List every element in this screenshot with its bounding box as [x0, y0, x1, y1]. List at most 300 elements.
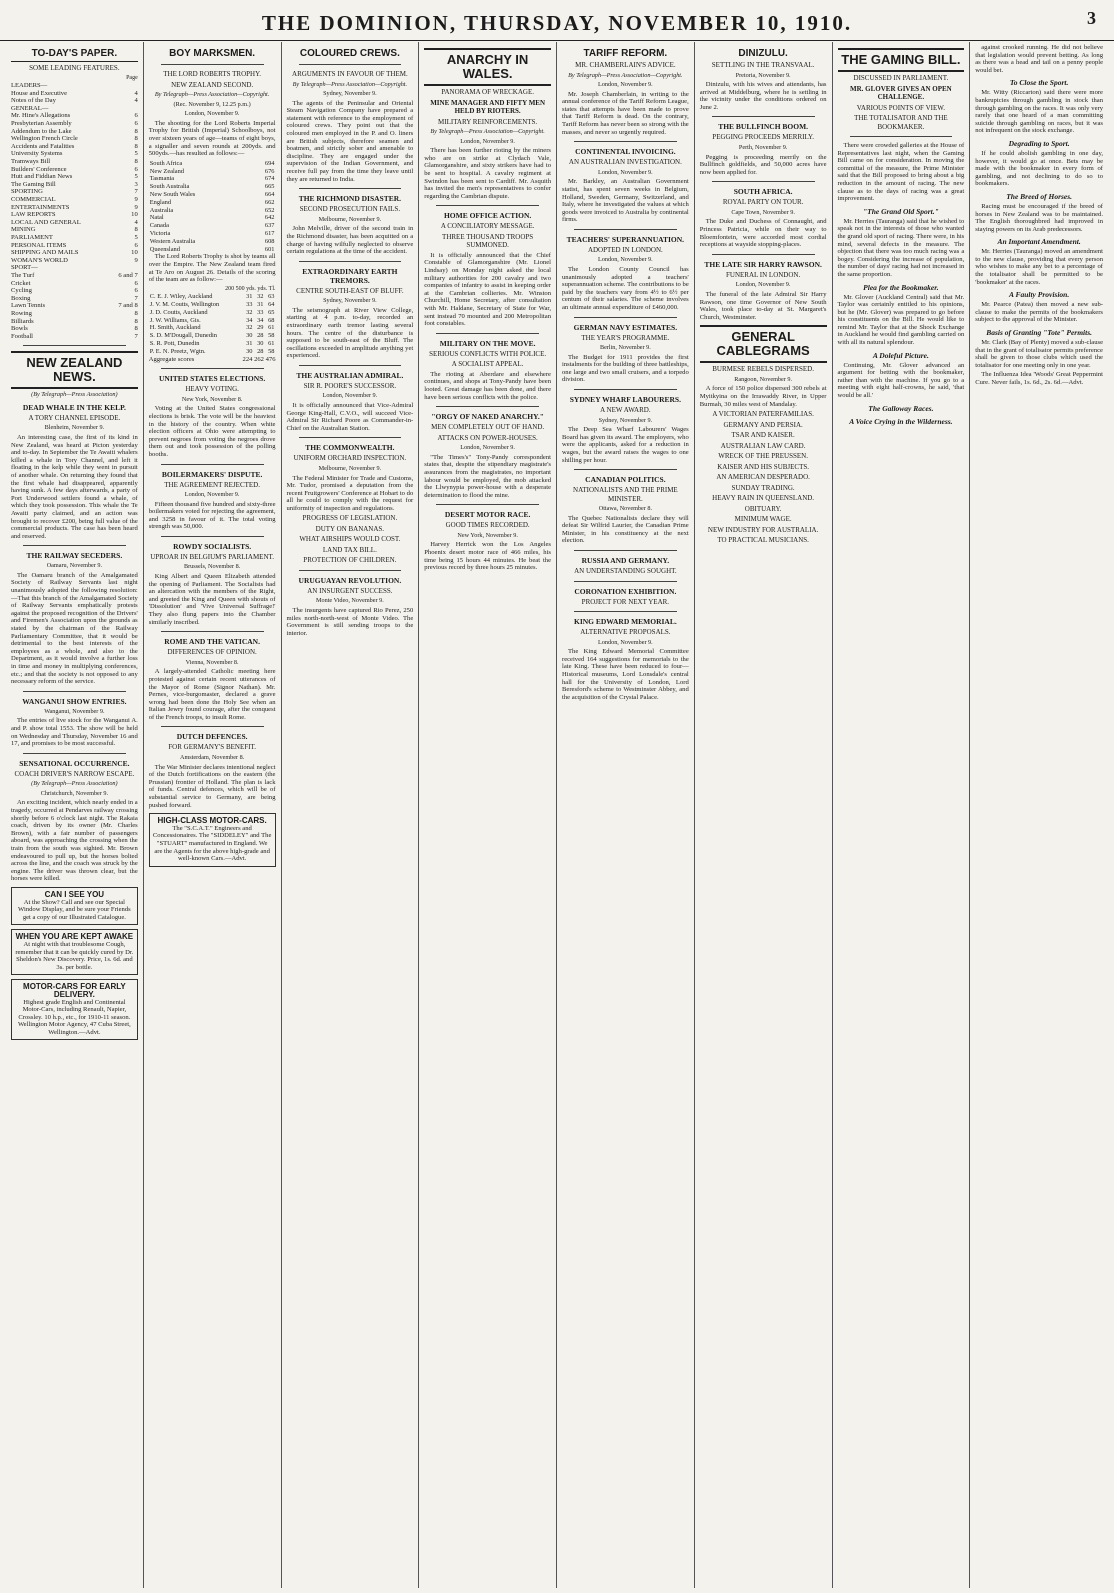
score-500: 30 — [257, 340, 264, 348]
article-body: King Albert and Queen Elizabeth attended the opening of Parliament. The Socialists had an altercation with the members of the Right, and greeted the King and Queen with shouts of 'Dissolution' and 'Vive Universal Suffrage!' They also flung papers into the Chamber similarly inscribed. — [148, 573, 276, 626]
contents-label: Cycling — [11, 287, 32, 295]
contents-page: 6 — [134, 165, 138, 173]
contents-page: 7 — [134, 188, 138, 196]
contents-label: PERSONAL ITEMS — [11, 241, 67, 249]
article-subheading: A NEW AWARD. — [600, 406, 651, 415]
contents-page: 8 — [134, 226, 138, 234]
contents-label: Bowls — [11, 325, 28, 333]
dateline: Oamaru, November 9. — [46, 562, 103, 570]
article-subheading: A VICTORIAN PATERFAMILIAS. — [712, 410, 814, 419]
contents-label: House and Executive — [11, 89, 68, 97]
article-body: against crooked running. He did not believe that legislation would prevent betting. As long as there was a head and tail on a penny people would bet. — [975, 44, 1103, 74]
contents-page: 8 — [134, 309, 138, 317]
contents-label: ENTERTAINMENTS — [11, 203, 70, 211]
article-subheading: TSAR AND KAISER. — [731, 431, 795, 440]
score-200: 32 — [246, 308, 253, 316]
team-scores-table — [149, 293, 276, 355]
article-subheading: MINIMUM WAGE. — [734, 515, 792, 524]
section-heading: Degrading to Sport. — [1008, 138, 1070, 148]
team-name: Western Australia — [149, 237, 196, 245]
contents-label: Football — [11, 332, 33, 340]
table-row — [149, 293, 276, 301]
contents-page: 6 — [134, 279, 138, 287]
contents-label: WOMAN'S WORLD — [11, 256, 68, 264]
dateline: Ottawa, November 8. — [598, 505, 652, 513]
section-heading: The Breed of Horses. — [1006, 191, 1073, 201]
article-subheading: SETTLING IN THE TRANSVAAL. — [711, 61, 815, 69]
article-heading: ROME AND THE VATICAN. — [164, 637, 260, 647]
article-subheading: MEN COMPLETELY OUT OF HAND. — [431, 423, 545, 432]
table-row — [149, 199, 276, 207]
article-subheading: TO PRACTICAL MUSICIANS. — [717, 536, 809, 545]
article-subheading: PEGGING PROCEEDS MERRILY. — [712, 133, 814, 142]
newspaper-columns — [6, 42, 1108, 1588]
article-subheading: MINE MANAGER AND FIFTY MEN HELD BY RIOTERS. — [430, 98, 546, 115]
article-heading: ROWDY SOCIALISTS. — [173, 541, 252, 551]
column-5 — [557, 42, 695, 1588]
article-heading: URUGUAYAN REVOLUTION. — [298, 575, 402, 585]
contents-label: Accidents and Fatalities — [11, 142, 75, 150]
article-body: Mr. Witty (Riccarton) said there were more bankruptcies through gambling in stock than through gambling on the races. It was only very rarely that one heard of a man committing suicide through gambling on races, but it was not infrequent on the stock exchange. — [975, 89, 1103, 135]
contents-item — [11, 310, 138, 318]
page-label: Page — [126, 74, 138, 81]
dateline: London, November 9. — [598, 81, 653, 89]
article-heading: SENSATIONAL OCCURRENCE. — [19, 758, 130, 768]
article-body: An interesting case, the first of its kind in New Zealand, was heard at Picton yesterday and to-day. In September the Te Awaiti whalers killed a whale in Tory Channel, and left it floating in the kelp while they went in pursuit of another whale. On returning they found that the first whale had disappeared, apparently having sunk. A few days afterwards, a party of Port Underwood settlers found a whale, of which they took possession. This whale the Te Awaiti party claimed, and an action was brought to recover £200, being full value of the commercial products. The case has been heard and reserved. — [11, 433, 138, 540]
aggregate-value: 224 262 476 — [242, 355, 276, 363]
team-score: 665 — [264, 183, 275, 191]
contents-item — [11, 318, 138, 326]
contents-page: 9 — [134, 196, 138, 203]
contents-label: Hutt and Fiddian News — [11, 173, 73, 181]
ad-heading: MOTOR-CARS FOR EARLY DELIVERY. — [23, 982, 126, 999]
article-subheading: NEW ZEALAND SECOND. — [171, 80, 254, 89]
section-heading: The Galloway Races. — [868, 403, 934, 413]
cablegrams-heading: GENERAL CABLEGRAMS — [700, 325, 827, 363]
article-subheading: AN UNDERSTANDING SOUGHT. — [574, 567, 677, 576]
article-heading: THE AUSTRALIAN ADMIRAL. — [296, 370, 404, 380]
contents-label: Boxing — [11, 294, 31, 302]
contents-page: 8 — [134, 325, 138, 333]
todays-paper-heading: TO-DAY'S PAPER. — [11, 48, 138, 62]
article-heading: SOUTH AFRICA. — [733, 187, 793, 197]
team-score: 694 — [264, 159, 275, 167]
contents-item — [11, 325, 138, 333]
shooter-name: S. R. Pott, Dunedin — [149, 340, 200, 348]
contents-label: MINING — [11, 226, 36, 234]
article-subheading: WHAT AIRSHIPS WOULD COST. — [299, 535, 401, 544]
contents-label: GENERAL— — [11, 104, 49, 112]
article-body: An exciting incident, which nearly ended in a tragedy, occurred at Pendarves railway crossing shortly before 6 o'clock last night. The Rakaia coach, driven by its owner (Mr. Charles Brown), with a fair number of passengers aboard, was approaching the crossing when the train from the south was sighted. Mr. Brown endeavoured to pull up, but the horses bolted across the line, and the coach was struck by the engine. The driver was thrown clear, but the horses were killed. — [11, 799, 138, 883]
shooter-name: J. W. Williams, Gis. — [149, 316, 201, 324]
contents-item — [11, 105, 138, 113]
dateline: Perth, November 9. — [738, 143, 788, 151]
contents-item — [11, 333, 138, 341]
table-row — [149, 309, 276, 317]
article-subheading: VARIOUS POINTS OF VIEW. — [856, 103, 945, 112]
section-heading: Plea for the Bookmaker. — [863, 282, 939, 292]
article-body: John Melville, driver of the second train in the Richmond disaster, has been acquitted on a charge of having wilfully neglected to observe certain regulations at the time of the accident. — [286, 225, 414, 256]
contents-item — [11, 234, 138, 242]
dateline: London, November 9. — [598, 256, 653, 264]
team-name: Australia — [149, 206, 174, 214]
article-subheading: THE AGREEMENT REJECTED. — [164, 480, 260, 489]
article-body: Mr. Herries (Tauranga) moved an amendment to the new clause, providing that every person who wishes to make any bet to a percentage of the totalisator shall be permitted to be 'bookmaker' at the races. — [975, 248, 1103, 286]
contents-list — [11, 82, 138, 340]
article-body: A largely-attended Catholic meeting here protested against certain recent utterances of the Mayor of Rome (Signor Nathan). Mr. Pernes, vice-burgomaster, declared a grave wrong had been done the Holy See when an Italian Jewry found courage, after the conquest of the French troops, to insult Rome. — [148, 668, 276, 721]
contents-label: University Systems — [11, 150, 63, 158]
contents-item — [11, 188, 138, 196]
article-heading: GERMAN NAVY ESTIMATES. — [573, 322, 678, 332]
table-row — [149, 246, 276, 254]
article-subheading: SECOND PROSECUTION FAILS. — [299, 205, 401, 214]
contents-item — [11, 135, 138, 143]
article-heading: MILITARY ON THE MOVE. — [439, 338, 536, 348]
contents-page: 7 — [134, 294, 138, 302]
article-heading: ANARCHY IN WALES. — [424, 48, 551, 86]
table-row — [149, 230, 276, 238]
contents-item — [11, 264, 138, 272]
dateline: Sydney, November 9. — [323, 90, 377, 98]
article-heading: "ORGY OF NAKED ANARCHY." — [431, 412, 544, 422]
contents-item — [11, 257, 138, 265]
contents-item — [11, 181, 138, 189]
article-subheading: THE LORD ROBERTS TROPHY. — [163, 70, 261, 78]
article-subheading: ADOPTED IN LONDON. — [587, 245, 663, 254]
contents-item — [11, 280, 138, 288]
received-line: (Rec. November 9, 12.25 p.m.) — [173, 100, 251, 108]
article-body: Dinizulu, with his wives and attendants, has arrived at Middelburg, where he is settling in the vicinity under the conditions ordered on June 2. — [699, 81, 827, 111]
article-subheading: LAND TAX BILL. — [322, 545, 377, 554]
shooter-name: J. D. Coutts, Auckland — [149, 308, 208, 316]
score-total: 64 — [268, 301, 275, 309]
dateline: Melbourne, November 9. — [318, 464, 382, 472]
shooter-name: P. E. N. Preetz, Wgtn. — [149, 347, 206, 355]
team-score: 637 — [264, 222, 275, 230]
results-table — [149, 160, 276, 254]
article-subheading: A CONCILIATORY MESSAGE. — [440, 222, 535, 231]
article-heading: TEACHERS' SUPERANNUATION. — [566, 234, 685, 244]
contents-label: Wellington French Circle — [11, 135, 78, 143]
article-subheading: COACH DRIVER'S NARROW ESCAPE. — [14, 769, 135, 778]
article-subheading: FUNERAL IN LONDON. — [726, 270, 801, 279]
table-row — [149, 160, 276, 168]
team-name: South Africa — [149, 159, 183, 167]
contents-label: The Turf — [11, 271, 35, 279]
shooter-name: S. D. M'Dougall, Dunedin — [149, 332, 217, 340]
article-heading: BOY MARKSMEN. — [169, 48, 256, 59]
contents-label: Cricket — [11, 279, 31, 287]
contents-label: Builders' Conference — [11, 165, 67, 173]
contents-page: 9 — [134, 203, 138, 211]
contents-label: SHIPPING AND MAILS — [11, 249, 79, 257]
dateline: Cape Town, November 9. — [731, 208, 795, 216]
score-200: 34 — [246, 316, 253, 324]
score-500: 32 — [257, 293, 264, 301]
column-7 — [833, 42, 971, 1588]
article-heading: DINIZULU. — [738, 48, 788, 59]
team-name: Tasmania — [149, 175, 175, 183]
score-200: 30 — [246, 332, 253, 340]
contents-label: Presbyterian Assembly — [11, 120, 72, 128]
table-row — [149, 324, 276, 332]
article-subheading: NATIONALISTS AND THE PRIME MINISTER. — [573, 486, 678, 503]
ad-text: At the Show? Call and see our Special Window Display, and be sure your Friends get a copy of our Illustrated Catalogue. — [18, 898, 131, 921]
score-total: 58 — [268, 332, 275, 340]
contents-label: PARLIAMENT — [11, 233, 53, 241]
contents-page: 6 — [134, 120, 138, 128]
ad-text: The "S.C.A.T." Engineers and Concessionaires. The "SIDDELEY" and The "STUART" manufactured in England. We are the Agents for the above high-grade and well-known Cars.—Advt. — [152, 824, 272, 863]
contents-label: Addendum to the Lake — [11, 127, 72, 135]
article-body: The Lord Roberts Trophy is shot by teams all over the Empire. The New Zealand team fired at Te Aro on August 26. Details of the scoring of the team are as follow:— — [148, 253, 276, 284]
table-row — [149, 222, 276, 230]
contents-page: 5 — [134, 150, 138, 158]
team-name: New South Wales — [149, 190, 196, 198]
team-score: 652 — [264, 206, 275, 214]
score-500: 34 — [257, 316, 264, 324]
contents-page — [134, 82, 138, 90]
contents-page: 10 — [131, 211, 138, 219]
article-subheading: PROJECT FOR NEXT YEAR. — [581, 597, 670, 606]
contents-label: Mr. Hine's Allegations — [11, 112, 71, 120]
score-total: 65 — [268, 308, 275, 316]
newspaper-title: THE DOMINION, THURSDAY, NOVEMBER 10, 1910. — [261, 11, 853, 35]
contents-item — [11, 204, 138, 212]
article-subheading: THREE THOUSAND TROOPS SUMMONED. — [442, 232, 534, 250]
dateline: London, November 9. — [598, 168, 653, 176]
article-heading: WANGANUI SHOW ENTRIES. — [22, 696, 127, 706]
article-body: The Budget for 1911 provides the first instalments for the building of three battleships, one large and two small cruisers, and a torpedo division. — [562, 353, 689, 384]
article-body: The Deep Sea Wharf Labourers' Wages Board has given its award. The employers, who were the applicants, asked for a reduction in wages, but the award raises the wages to one shilling per hour. — [562, 426, 689, 464]
aggregate-label: Aggregate scores — [148, 355, 195, 363]
score-total: 61 — [268, 340, 275, 348]
team-score: 664 — [264, 190, 275, 198]
column-1 — [6, 42, 144, 1588]
dateline: Berlin, November 9. — [599, 344, 651, 352]
contents-page: 3 — [134, 180, 138, 188]
dateline: London, November 9. — [184, 110, 240, 118]
contents-page — [134, 264, 138, 272]
article-body: The London County Council has unanimously adopted a teachers' superannuation scheme. The contributions to be paid by the teachers vary from 4½ to 6½ per centum of their salaries. The scheme involves an ultimate annual expenditure of £460,000. — [562, 266, 689, 311]
team-name: Canada — [149, 222, 169, 230]
article-body: The insurgents have captured Rio Perez, 250 miles north-north-west of Monte Video. The Government is still sending troops to the interior. — [286, 607, 414, 637]
article-subheading: GOOD TIMES RECORDED. — [445, 521, 530, 530]
article-body: Mr. Pearce (Patea) then moved a new sub-clause to make the permits of the bookmakers subject to the approval of the Minister. — [975, 301, 1103, 324]
dateline: Amsterdam, November 8. — [179, 753, 245, 761]
dateline: London, November 9. — [460, 137, 515, 145]
contents-item — [11, 295, 138, 303]
score-500: 28 — [257, 347, 264, 355]
ad-text: At night with that troublesome Cough, remember that it can be quickly cured by Dr. Sheldon's New Discovery. Price, 1s. 6d. and 3s. per bottle. — [15, 940, 134, 971]
dateline: Monte Video, November 9. — [316, 597, 384, 605]
advertisement — [11, 887, 138, 925]
team-name: South Australia — [149, 183, 190, 191]
contents-item — [11, 90, 138, 98]
team-name: Victoria — [149, 229, 171, 237]
score-500: 29 — [257, 324, 264, 332]
article-heading: SYDNEY WHARF LABOURERS. — [569, 395, 681, 405]
table-row — [149, 332, 276, 340]
article-subheading: MILITARY REINFORCEMENTS. — [438, 117, 538, 126]
page-number: 3 — [1087, 8, 1096, 28]
score-200: 31 — [246, 293, 253, 301]
article-heading: THE COMMONWEALTH. — [305, 443, 395, 453]
score-500: 28 — [257, 332, 264, 340]
article-subheading: UPROAR IN BELGIUM'S PARLIAMENT. — [150, 552, 275, 561]
contents-item — [11, 302, 138, 310]
table-row — [149, 191, 276, 199]
article-heading: BOILERMAKERS' DISPUTE. — [161, 469, 263, 479]
article-heading: CONTINENTAL INVOICING. — [575, 147, 676, 157]
byline: By Telegraph—Press Association—Copyright. — [568, 71, 683, 79]
contents-label: COMMERCIAL — [11, 196, 56, 203]
article-body: The Oamaru branch of the Amalgamated Society of Railway Servants last night unanimously adopted the following resolution:—That this branch of the Amalgamated Society of Railway Servants emphatically protests against the proposed recognition of the Drivers' and Firemen's Association upon the grounds as stated by the chairman of the Railway Parliamentary Committee, that it would be detrimental to the best interests of the employees as a whole, and also to the Department, as it would involve a further loss in time and money in multiplying conferences, etc.; and that the society is not opposed to any necessary reform of the service. — [11, 571, 138, 686]
article-heading: KING EDWARD MEMORIAL. — [574, 617, 677, 627]
byline: (By Telegraph—Press Association) — [31, 391, 118, 399]
article-subheading: PROGRESS OF LEGISLATION. — [302, 514, 398, 523]
article-subheading: AN AUSTRALIAN INVESTIGATION. — [568, 158, 682, 167]
contents-label: Lawn Tennis — [11, 302, 46, 310]
section-heading: Basis of Granting "Tote" Permits. — [986, 328, 1093, 338]
ad-heading: CAN I SEE YOU — [44, 889, 105, 899]
article-body: Fifteen thousand five hundred and sixty-three boilermakers voted for rejecting the agreement, and 3258 in favour of it. The total voting strength was 50,000. — [148, 500, 276, 531]
team-name: Natal — [149, 214, 164, 222]
table-row — [149, 301, 276, 309]
article-subheading: THE TOTALISATOR AND THE BOOKMAKER. — [854, 114, 948, 131]
article-body: Harvey Herrick won the Los Angeles Phoenix desert motor race of 466 miles, his time being 15 hours 44 minutes. He beat the previous record by three hours 25 minutes. — [424, 541, 551, 572]
score-total: 61 — [268, 324, 275, 332]
article-body: The King Edward Memorial Committee received 164 suggestions for memorials to the late King. These have been reduced to four—Historical museums, Lord Lonsdale's central hall for the University of London, Lord Beresford's scheme to Westminster Abbey, and the acquisition of the Crystal Palace. — [562, 648, 689, 701]
dateline: London, November 9. — [322, 392, 378, 400]
shooter-name: C. E. J. Wiley, Auckland — [149, 293, 213, 301]
table-row — [149, 348, 276, 356]
contents-page: 8 — [134, 142, 138, 150]
article-body: It is officially announced that the Chief Constable of Glamorganshire (Mr. Lionel Lindsay) on Monday night asked the local military authorities for 200 cavalry and two companies of infantry to assist in keeping order at the Cambrian collieries. Mr. Winston Churchill, Home Secretary, after consultation with Mr. Haldane, Secretary of State for War, sent instead 70 mounted and 200 Metropolitan foot constables. — [424, 251, 551, 328]
dateline: London, November 9. — [735, 281, 791, 289]
score-total: 58 — [268, 347, 275, 355]
score-columns: 200 500 yds. yds. Tl. — [225, 285, 276, 292]
article-body: Mr. Joseph Chamberlain, in writing to the annual conference of the Tariff Reform League, states that attempts have been made to prove that Tariff Reform is dead. On the contrary, Tariff Reform has never been so strong with the masses, and never so urgently required. — [562, 90, 689, 136]
article-body: Mr. Glover (Auckland Central) said that Mr. Taylor was certainly entitled to his opinions, but he (Mr. Glover) was prepared to go before his constituents on the Bill. He would like to remind Mr. Taylor that at the Shock Exchange in Auckland he would find gambling carried on with all its natural splendour. — [837, 293, 965, 347]
contents-item — [11, 226, 138, 234]
article-body: If he could abolish gambling in one day, however, it would go at once. Bets may be made with the bookmaker in every form of gambling, and not declining to do so to bookmakers. — [975, 149, 1103, 188]
contents-page: 9 — [134, 256, 138, 264]
article-subheading: ATTACKS ON POWER-HOUSES. — [437, 433, 538, 442]
team-name: New Zealand — [149, 167, 184, 175]
score-total: 68 — [268, 316, 275, 324]
table-row — [149, 207, 276, 215]
contents-page: 8 — [134, 135, 138, 143]
contents-page: 4 — [134, 97, 138, 105]
contents-label: Rowing — [11, 309, 32, 317]
article-body: The rioting at Aberdare and elsewhere continues, and shops at Tony-Pandy have been looted. Great damage has been done, and there have been serious conflicts with the police. — [424, 370, 551, 401]
table-row — [149, 340, 276, 348]
article-heading: COLOURED CREWS. — [299, 48, 400, 59]
dateline: Wanganui, November 9. — [44, 707, 105, 715]
article-body: Mr. Herries (Tauranga) said that he wished to speak not in the interests of those who wanted the grand old sport of racing. There were, in his mind, several defects in the measure. The objection that there was too much racing was a bogey. Considering the increase of population, the number of days' racing had not increased in the same proportion. — [837, 217, 965, 278]
contents-item — [11, 150, 138, 158]
article-body: The agents of the Peninsular and Oriental Steam Navigation Company have prepared a statement with reference to the employment of coloured crews. They point out that the coloured men employed in the P. and O. liners are British subjects, therefore seamen and boatmen, and strictly sober and amenable to discipline. They are engaged under the supervision of the Indian Government, and receive full pay from the time they leave until they are returned to India. — [286, 99, 414, 183]
article-heading: DESERT MOTOR RACE. — [444, 510, 531, 520]
article-heading: THE GAMING BILL. — [838, 48, 965, 72]
article-subheading: UNIFORM ORCHARD INSPECTION. — [293, 454, 407, 463]
article-body: The Federal Minister for Trade and Customs, Mr. Tudor, promised a deputation from the recent Fruitgrowers' Conference at Hobart to do all he could to comply with the request for uniformity of inspection and regulations. — [286, 474, 414, 512]
shooter-name: J. V. M. Coutts, Wellington — [149, 301, 220, 309]
article-subheading: A TORY CHANNEL EPISODE. — [28, 413, 121, 422]
features-heading: SOME LEADING FEATURES. — [29, 64, 120, 72]
dateline: Blenheim, November 9. — [44, 424, 105, 432]
article-subheading: WRECK OF THE PREUSSEN. — [718, 452, 808, 461]
article-subheading: KAISER AND HIS SUBJECTS. — [717, 462, 810, 471]
article-body: There were crowded galleries at the House of Representatives last night, when the Gaming Bill came on for consideration. In moving the committal of the measure, the Prime Minister said that the Bill proposed to bring about a big reduction in the amount of racing. The new clause as to the days of racing was a great improvement. — [837, 142, 965, 203]
contents-page: 5 — [134, 233, 138, 241]
ad-heading: WHEN YOU ARE KEPT AWAKE — [15, 932, 134, 942]
contents-item — [11, 219, 138, 227]
advertisement — [11, 929, 138, 975]
contents-page: 6 — [134, 112, 138, 120]
article-subheading: PROTECTION OF CHILDREN. — [303, 556, 397, 565]
article-subheading: DUTY ON BANANAS. — [315, 524, 385, 533]
shooter-name: H. Smith, Auckland — [149, 324, 201, 332]
table-row — [149, 238, 276, 246]
dateline: Rangoon, November 9. — [734, 375, 792, 383]
table-row — [149, 317, 276, 325]
column-3 — [282, 42, 420, 1588]
team-score: 601 — [264, 245, 275, 253]
article-subheading: THE YEAR'S PROGRAMME. — [581, 333, 670, 342]
article-subheading: CENTRE SOUTH-EAST OF BLUFF. — [296, 286, 404, 295]
dateline: London, November 9. — [184, 491, 240, 498]
article-body: There has been further rioting by the miners who are on strike at Clydach Vale, Glamorganshire, and sixty strikers have had to be sent to hospital. A cavalry regiment at Swindon has been sent to Cardiff. Mr. Asquith has invited the men's representatives to confer regarding the Cambrian dispute. — [424, 147, 551, 200]
article-subheading: AUSTRALIAN LAW CARD. — [720, 441, 806, 450]
article-body: Voting at the United States congressional elections is brisk. The vote will be the heaviest in the history of the country. When white election officers at Ohio were attempting to prevent negroes from voting the negroes drove them out and took possession of the polling booths. — [148, 405, 276, 458]
contents-label: The Gaming Bill — [11, 180, 56, 188]
section-heading: A Voice Crying in the Wilderness. — [849, 416, 953, 426]
article-subheading: A SOCIALIST APPEAL. — [451, 360, 524, 369]
byline: (By Telegraph—Press Association) — [31, 780, 118, 788]
article-heading: HOME OFFICE ACTION. — [443, 211, 532, 221]
team-name: Queensland — [149, 245, 180, 253]
dateline: Brussels, November 8. — [183, 563, 241, 571]
contents-label: LAW REPORTS — [11, 211, 56, 219]
article-body: It is officially announced that Vice-Admiral George King-Hall, C.V.O., will succeed Vice-Admiral Sir Richard Poore as Commander-in-Chief on the Australian Station. — [286, 402, 414, 432]
contents-page: 8 — [134, 317, 138, 325]
contents-label: Billiards — [11, 317, 34, 325]
article-heading: CANADIAN POLITICS. — [585, 475, 666, 485]
dateline: Melbourne, November 9. — [318, 215, 382, 223]
contents-page: 6 — [134, 241, 138, 249]
article-subheading: DISCUSSED IN PARLIAMENT. — [853, 74, 949, 82]
contents-page: 10 — [131, 249, 138, 257]
advertisement — [149, 813, 276, 867]
byline: By Telegraph—Press Association—Copyright. — [154, 91, 270, 98]
article-heading: TARIFF REFORM. — [583, 48, 668, 59]
article-subheading: GERMANY AND PERSIA. — [723, 420, 803, 429]
article-subheading: DIFFERENCES OF OPINION. — [167, 648, 257, 657]
article-body: Racing must be encouraged if the breed of horses in New Zealand was to be maintained. The English thoroughbred had improved in staying powers on its Arab predecessors. — [975, 202, 1103, 233]
contents-item — [11, 120, 138, 128]
score-total: 63 — [268, 293, 275, 301]
team-score: 608 — [264, 237, 275, 245]
contents-page: 6 — [134, 287, 138, 295]
contents-page: 8 — [134, 158, 138, 166]
article-body: Mr. Clark (Bay of Plenty) moved a sub-clause that in the grant of totalisator permits preference shall be given to those clubs which used the totalisator for one meeting only in one year. — [975, 339, 1103, 369]
contents-item — [11, 287, 138, 295]
article-body: "The Times's" Tony-Pandy correspondent states that, despite the stipendiary magistrate's assurances from the magistrates, no important labour would be employed, the mob attacked the Llwynypia power-house with a desperate determination to flood the mine. — [424, 453, 551, 499]
nz-news-heading: NEW ZEALAND NEWS. — [11, 351, 138, 389]
contents-item — [11, 173, 138, 181]
article-body: The shooting for the Lord Roberts Imperial Trophy for British (Imperial) Schoolboys, not over sixteen years of age—teams of eight boys, a signaller and seven rounds at 200yds. and 500yds.—has resulted as follows:— — [148, 119, 276, 158]
